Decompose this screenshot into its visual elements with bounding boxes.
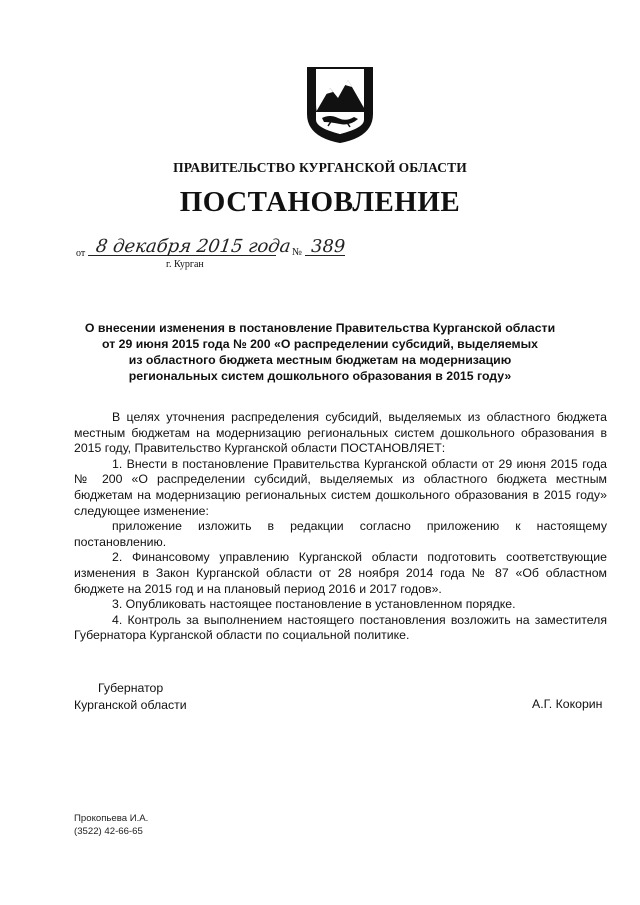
- city: г. Курган: [166, 259, 204, 270]
- government-name: ПРАВИТЕЛЬСТВО КУРГАНСКОЙ ОБЛАСТИ: [173, 160, 467, 175]
- body-paragraph: 4. Контроль за выполнением настоящего постановления возложить на заместителя Губернатора Курганской области по социальной политике.: [74, 612, 607, 643]
- date-prefix: от: [76, 248, 86, 259]
- body-paragraph: 1. Внести в постановление Правительства Курганской области от 29 июня 2015 года № 200 «О распределении субсидий, выделяемых из областного бюджета местным бюджетам на модернизацию региональных систем дошкольного образования в 2015 году» следующее изменение:: [74, 456, 607, 518]
- executor-phone: (3522) 42-66-65: [74, 826, 143, 837]
- body-paragraph: 2. Финансовому управлению Курганской области подготовить соответствующие изменения в Закон Курганской области от 28 ноября 2014 года № 87 «Об областном бюджете на 2015 год и на плановый период 2016 и 2017 годов».: [74, 550, 607, 596]
- document-subject: [70, 320, 570, 384]
- signatory-title-line: Губернатор: [98, 681, 164, 695]
- document-number: 389: [311, 236, 346, 257]
- subject-line: из областного бюджета местным бюджетам на модернизацию: [128, 353, 512, 367]
- subject-line: О внесении изменения в постановление Правительства Курганской области: [84, 321, 556, 335]
- document-date: 8 декабря 2015 года: [94, 236, 292, 257]
- document-body: [74, 410, 607, 644]
- body-paragraph: 3. Опубликовать настоящее постановление в установленном порядке.: [112, 597, 516, 612]
- number-label: №: [292, 247, 303, 258]
- body-paragraph: приложение изложить в редакции согласно приложению к настоящему постановлению.: [74, 519, 607, 549]
- signatory-name: А.Г. Кокорин: [532, 697, 603, 711]
- executor-name: Прокопьева И.А.: [74, 813, 149, 824]
- subject-line: от 29 июня 2015 года № 200 «О распределении субсидий, выделяемых: [102, 337, 538, 351]
- document-title: ПОСТАНОВЛЕНИЕ: [179, 186, 461, 218]
- signatory-title-line: Курганской области: [74, 697, 187, 712]
- body-paragraph: В целях уточнения распределения субсидий, выделяемых из областного бюджета местным бюджетам на модернизацию региональных систем дошкольного образования в 2015 году, Правительство Курганской области ПОСТАНОВЛЯЕТ:: [74, 410, 607, 456]
- signatory-title: [74, 680, 187, 713]
- subject-line: региональных систем дошкольного образования в 2015 году»: [128, 369, 512, 383]
- executor-info: [74, 812, 148, 838]
- kurgan-coat-of-arms-icon: [302, 64, 378, 144]
